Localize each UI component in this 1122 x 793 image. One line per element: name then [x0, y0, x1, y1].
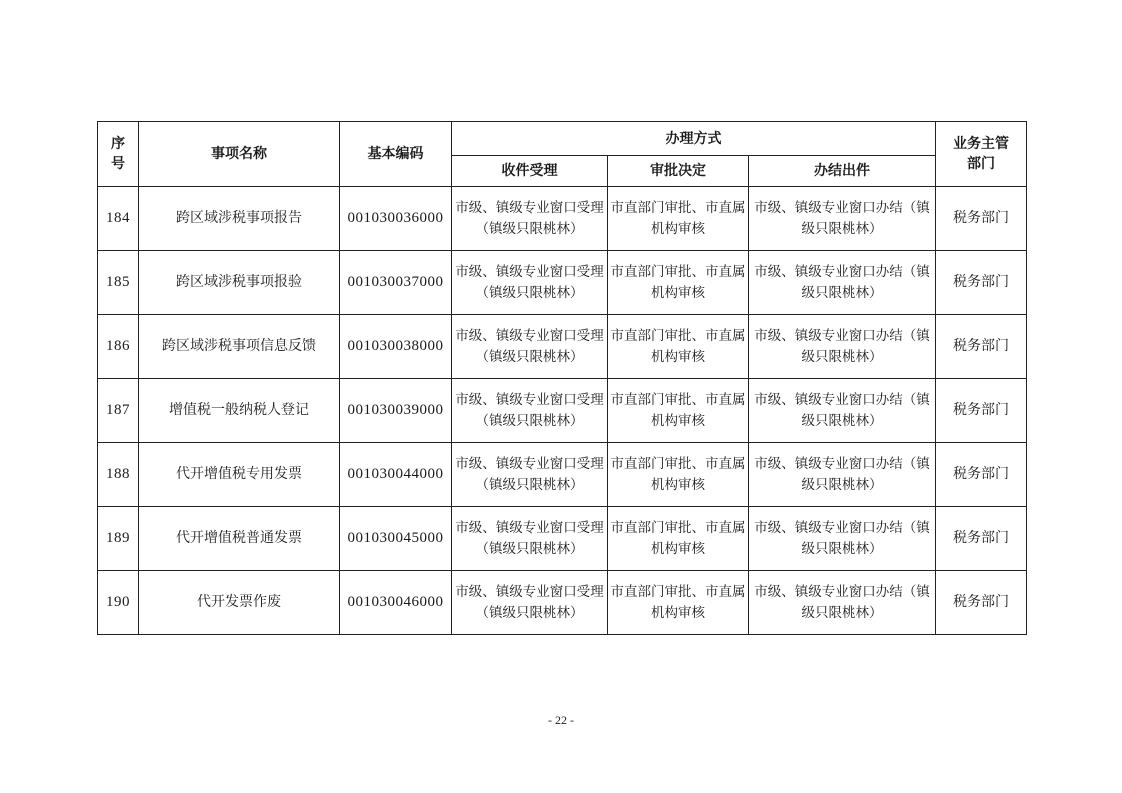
row-number: 189	[98, 507, 139, 571]
header-approve: 审批决定	[608, 156, 749, 187]
item-name: 代开增值税普通发票	[139, 507, 340, 571]
item-code: 001030036000	[340, 187, 452, 251]
approve-method: 市直部门审批、市直属机构审核	[608, 571, 749, 635]
row-number: 186	[98, 315, 139, 379]
department: 税务部门	[936, 571, 1027, 635]
header-row-top	[98, 122, 1027, 156]
accept-method: 市级、镇级专业窗口受理（镇级只限桃林）	[452, 315, 608, 379]
item-name: 代开发票作废	[139, 571, 340, 635]
table-row	[98, 507, 1027, 571]
approve-method: 市直部门审批、市直属机构审核	[608, 507, 749, 571]
header-conclude: 办结出件	[749, 156, 936, 187]
department: 税务部门	[936, 315, 1027, 379]
row-number: 185	[98, 251, 139, 315]
accept-method: 市级、镇级专业窗口受理（镇级只限桃林）	[452, 507, 608, 571]
row-number: 187	[98, 379, 139, 443]
header-name: 事项名称	[139, 122, 340, 187]
header-dept: 业务主管部门	[936, 122, 1027, 187]
item-code: 001030039000	[340, 379, 452, 443]
item-code: 001030046000	[340, 571, 452, 635]
header-method: 办理方式	[452, 122, 936, 156]
conclude-method: 市级、镇级专业窗口办结（镇级只限桃林）	[749, 187, 936, 251]
item-code: 001030045000	[340, 507, 452, 571]
items-table	[97, 121, 1027, 635]
item-name: 跨区域涉税事项报验	[139, 251, 340, 315]
conclude-method: 市级、镇级专业窗口办结（镇级只限桃林）	[749, 315, 936, 379]
conclude-method: 市级、镇级专业窗口办结（镇级只限桃林）	[749, 379, 936, 443]
header-accept: 收件受理	[452, 156, 608, 187]
table-row	[98, 315, 1027, 379]
table-row	[98, 571, 1027, 635]
item-name: 跨区域涉税事项报告	[139, 187, 340, 251]
conclude-method: 市级、镇级专业窗口办结（镇级只限桃林）	[749, 251, 936, 315]
conclude-method: 市级、镇级专业窗口办结（镇级只限桃林）	[749, 443, 936, 507]
item-code: 001030037000	[340, 251, 452, 315]
item-name: 增值税一般纳税人登记	[139, 379, 340, 443]
header-code: 基本编码	[340, 122, 452, 187]
conclude-method: 市级、镇级专业窗口办结（镇级只限桃林）	[749, 571, 936, 635]
page-number: - 22 -	[548, 713, 574, 727]
row-number: 190	[98, 571, 139, 635]
approve-method: 市直部门审批、市直属机构审核	[608, 379, 749, 443]
row-number: 184	[98, 187, 139, 251]
approve-method: 市直部门审批、市直属机构审核	[608, 315, 749, 379]
item-name: 代开增值税专用发票	[139, 443, 340, 507]
approve-method: 市直部门审批、市直属机构审核	[608, 251, 749, 315]
header-seq: 序号	[98, 122, 139, 187]
department: 税务部门	[936, 379, 1027, 443]
item-code: 001030038000	[340, 315, 452, 379]
table-row	[98, 187, 1027, 251]
accept-method: 市级、镇级专业窗口受理（镇级只限桃林）	[452, 571, 608, 635]
department: 税务部门	[936, 251, 1027, 315]
item-name: 跨区域涉税事项信息反馈	[139, 315, 340, 379]
department: 税务部门	[936, 507, 1027, 571]
approve-method: 市直部门审批、市直属机构审核	[608, 443, 749, 507]
accept-method: 市级、镇级专业窗口受理（镇级只限桃林）	[452, 187, 608, 251]
table-row	[98, 251, 1027, 315]
table-row	[98, 379, 1027, 443]
conclude-method: 市级、镇级专业窗口办结（镇级只限桃林）	[749, 507, 936, 571]
item-code: 001030044000	[340, 443, 452, 507]
department: 税务部门	[936, 187, 1027, 251]
row-number: 188	[98, 443, 139, 507]
accept-method: 市级、镇级专业窗口受理（镇级只限桃林）	[452, 379, 608, 443]
accept-method: 市级、镇级专业窗口受理（镇级只限桃林）	[452, 443, 608, 507]
department: 税务部门	[936, 443, 1027, 507]
table-row	[98, 443, 1027, 507]
approve-method: 市直部门审批、市直属机构审核	[608, 187, 749, 251]
accept-method: 市级、镇级专业窗口受理（镇级只限桃林）	[452, 251, 608, 315]
